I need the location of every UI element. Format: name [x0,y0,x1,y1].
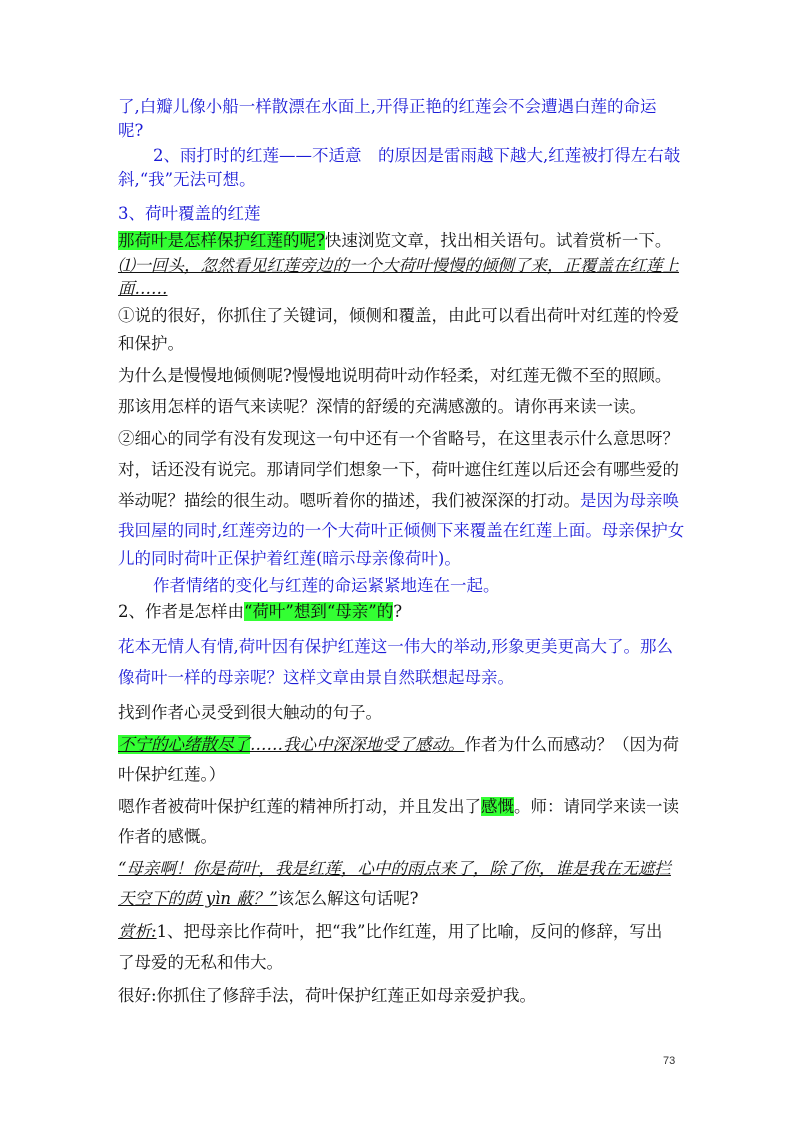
text-span: 嗯作者被荷叶保护红莲的精神所打动，并且发出了 [118,797,481,816]
text-line: 对，话还没有说完。那请同学们想象一下，荷叶遮住红莲以后还会有哪些爱的 [118,460,679,479]
text-line: 斜,“我”无法可想。 [118,170,256,189]
text-line: 儿的同时荷叶正保护着红莲(暗示母亲像荷叶)。 [118,549,461,568]
text-line [118,230,671,252]
text-line: 我回屋的同时,红莲旁边的一个大荷叶正倾侧下来覆盖在红莲上面。母亲保护女 [118,521,685,540]
text-line [118,888,419,910]
quote-line: ⑴一回头，忽然看见红莲旁边的一个大荷叶慢慢的倾侧了来，正覆盖在红莲上 [118,256,679,275]
text-line: 了母爱的无私和伟大。 [118,953,283,972]
text-line [118,921,662,943]
text-line [118,734,679,756]
text-span: 。师：请同学来读一读 [514,797,679,816]
page-number: 73 [663,1055,676,1067]
text-span: 作者为什么而感动？（因为荷 [464,735,679,754]
text-line: 作者的感慨。 [118,827,217,846]
text-line: 为什么是慢慢地倾侧呢?慢慢地说明荷叶动作轻柔，对红莲无微不至的照顾。 [118,366,672,385]
highlighted-quote: 不宁的心绪散尽了 [118,735,250,754]
quote-span: ……我心中深深地受了感动。 [250,735,465,754]
quote-line: 面…… [118,279,168,298]
text-line: 那该用怎样的语气来读呢？深情的舒缓的充满感激的。请你再来读一读。 [118,397,646,416]
highlighted-question: 那荷叶是怎样保护红莲的呢? [118,231,325,250]
text-span: 1、把母亲比作荷叶，把“我”比作红莲，用了比喻，反问的修辞，写出 [156,922,663,941]
text-line: 2、雨打时的红莲——不适意 的原因是雷雨越下越大,红莲被打得左右攲 [153,146,681,165]
text-line [118,796,679,818]
text-span-blue: 是因为母亲唤 [580,491,679,510]
text-line: 找到作者心灵受到很大触动的句子。 [118,703,382,722]
text-line [118,490,679,512]
text-line: 花本无情人有情,荷叶因有保护红莲这一伟大的举动,形象更美更高大了。那么 [118,637,673,656]
highlighted-phrase: “荷叶”想到“母亲”的 [244,602,394,621]
text-line: 和保护。 [118,334,184,353]
text-line: ①说的很好，你抓住了关键词，倾侧和覆盖，由此可以看出荷叶对红莲的怜爱 [118,306,679,325]
text-line: 呢? [118,121,144,140]
text-line: 很好:你抓住了修辞手法，荷叶保护红莲正如母亲爱护我。 [118,986,537,1005]
text-span: ? [393,602,403,621]
text-line: 了,白瓣儿像小船一样散漂在水面上,开得正艳的红莲会不会遭遇白莲的命运 [118,97,657,116]
text-line: 像荷叶一样的母亲呢？这样文章由景自然联想起母亲。 [118,668,514,687]
text-span: 2、作者是怎样由 [118,602,244,621]
label-span: 赏析: [118,922,157,941]
text-line: 叶保护红莲。） [118,765,226,784]
highlighted-word: 感慨 [481,797,514,816]
text-line: 作者情绪的变化与红莲的命运紧紧地连在一起。 [153,576,500,595]
text-span: 举动呢？描绘的很生动。嗯听着你的描述，我们被深深的打动。 [118,491,580,510]
quote-span: 天空下的荫 yìn 蔽？” [118,889,278,908]
quote-line: “母亲啊！你是荷叶，我是红莲，心中的雨点来了，除了你，谁是我在无遮拦 [118,859,671,878]
text-span: 该怎么解这句话呢? [277,889,419,908]
section-heading: 3、荷叶覆盖的红莲 [118,204,261,223]
text-line: ②细心的同学有没有发现这一句中还有一个省略号，在这里表示什么意思呀？ [118,429,679,448]
text-line [118,601,402,623]
text-span: 快速浏览文章，找出相关语句。试着赏析一下。 [324,231,672,250]
